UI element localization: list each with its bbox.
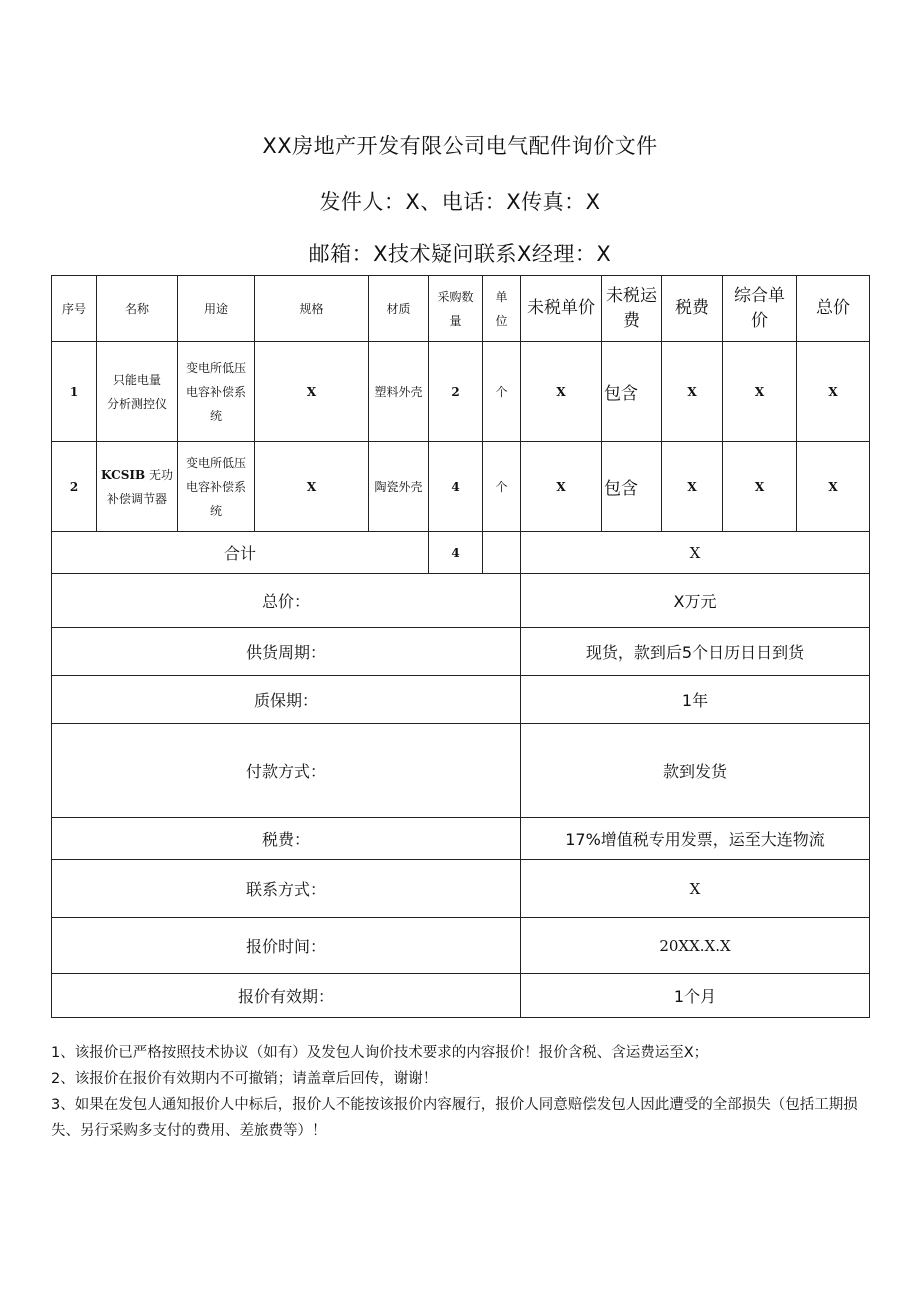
header-unit-line2: 位 (495, 313, 508, 328)
row1-total: X (797, 342, 870, 442)
table-row (52, 442, 870, 532)
row2-untaxed-price: X (521, 442, 602, 532)
row2-name-line1 (99, 463, 175, 487)
row2-unit: 个 (483, 442, 521, 532)
total-price-value: X万元 (521, 574, 870, 628)
payment-method-value: 款到发货 (521, 724, 870, 818)
tax-label: 税费： (52, 818, 521, 860)
row1-usage-line2: 电容补偿系 (185, 384, 246, 399)
row2-usage (178, 442, 255, 532)
total-price-label: 总价： (52, 574, 521, 628)
row2-usage-line1: 变电所低压 (185, 455, 246, 470)
row1-usage-line1: 变电所低压 (185, 360, 246, 375)
row1-name-line2: 分析测控仪 (106, 396, 167, 411)
header-unit-line1: 单 (495, 289, 508, 304)
validity-value: 1个月 (521, 974, 870, 1018)
header-untaxed-price: 未税单价 (521, 276, 602, 342)
note-2: 2、该报价在报价有效期内不可撤销；请盖章后回传，谢谢！ (51, 1071, 438, 1087)
header-index: 序号 (52, 276, 97, 342)
row2-total: X (797, 442, 870, 532)
quote-time-label: 报价时间： (52, 918, 521, 974)
quote-table (51, 275, 870, 1018)
subtotal-row (52, 532, 870, 574)
summary-row (52, 676, 870, 724)
row2-material: 陶瓷外壳 (369, 442, 429, 532)
table-header-row (52, 276, 870, 342)
row1-name-line1: 只能电量 (112, 372, 161, 387)
header-qty (429, 276, 483, 342)
subtotal-qty: 4 (429, 532, 483, 574)
summary-row (52, 574, 870, 628)
header-total: 总价 (797, 276, 870, 342)
row2-combined-price: X (723, 442, 797, 532)
header-name: 名称 (97, 276, 178, 342)
contact-label: 联系方式： (52, 860, 521, 918)
row1-spec: X (255, 342, 369, 442)
row1-index: 1 (52, 342, 97, 442)
row1-unit: 个 (483, 342, 521, 442)
row2-usage-line3: 统 (209, 503, 222, 518)
header-freight-line1: 未税运 (606, 285, 657, 306)
summary-row (52, 818, 870, 860)
tax-value: 17%增值税专用发票，运至大连物流 (521, 818, 870, 860)
summary-row (52, 974, 870, 1018)
contact-value: X (521, 860, 870, 918)
warranty-label: 质保期： (52, 676, 521, 724)
subtotal-unit-blank (483, 532, 521, 574)
header-material: 材质 (369, 276, 429, 342)
row2-freight: 包含 (602, 442, 662, 532)
row2-name-line2: 补偿调节器 (106, 491, 167, 506)
summary-row (52, 860, 870, 918)
validity-label: 报价有效期： (52, 974, 521, 1018)
quote-time-value: 20XX.X.X (521, 918, 870, 974)
row1-material: 塑料外壳 (369, 342, 429, 442)
row2-name-code: KCSIB (101, 467, 146, 482)
header-spec: 规格 (255, 276, 369, 342)
row2-spec: X (255, 442, 369, 532)
summary-row (52, 628, 870, 676)
header-freight-line2: 费 (623, 310, 640, 331)
row1-untaxed-price: X (521, 342, 602, 442)
note-3: 3、如果在发包人通知报价人中标后，报价人不能按该报价内容履行，报价人同意赔偿发包人因此遭受的全部损失（包括工期损失、另行采购多支付的费用、差旅费等）！ (51, 1097, 858, 1139)
row1-freight: 包含 (602, 342, 662, 442)
row2-name (97, 442, 178, 532)
subtotal-label: 合计 (52, 532, 429, 574)
header-tax: 税费 (662, 276, 723, 342)
page-title: XX房地产开发有限公司电气配件询价文件 (262, 134, 658, 158)
payment-method-label: 付款方式： (52, 724, 521, 818)
supply-period-value: 现货，款到后5个日历日日到货 (521, 628, 870, 676)
header-combined-line2: 价 (751, 310, 768, 331)
row1-combined-price: X (723, 342, 797, 442)
summary-row (52, 918, 870, 974)
row1-qty: 2 (429, 342, 483, 442)
row1-tax: X (662, 342, 723, 442)
row2-index: 2 (52, 442, 97, 532)
warranty-value: 1年 (521, 676, 870, 724)
subtotal-value: X (521, 532, 870, 574)
header-qty-line2: 量 (449, 313, 462, 328)
row2-qty: 4 (429, 442, 483, 532)
supply-period-label: 供货周期： (52, 628, 521, 676)
email-line: 邮箱：X技术疑问联系X经理：X (308, 242, 612, 266)
row2-tax: X (662, 442, 723, 532)
row2-usage-line2: 电容补偿系 (185, 479, 246, 494)
row2-name-part: 无功 (148, 467, 173, 482)
header-combined-line1: 综合单 (734, 285, 785, 306)
row1-usage (178, 342, 255, 442)
header-freight (602, 276, 662, 342)
summary-row (52, 724, 870, 818)
row1-name (97, 342, 178, 442)
note-1: 1、该报价已严格按照技术协议（如有）及发包人询价技术要求的内容报价！报价含税、含运费运至X； (51, 1045, 709, 1061)
header-combined-price (723, 276, 797, 342)
header-qty-line1: 采购数 (437, 289, 474, 304)
header-usage: 用途 (178, 276, 255, 342)
header-unit (483, 276, 521, 342)
sender-line: 发件人：X、电话：X传真：X (319, 190, 601, 214)
table-row (52, 342, 870, 442)
notes (51, 1040, 869, 1144)
row1-usage-line3: 统 (209, 408, 222, 423)
